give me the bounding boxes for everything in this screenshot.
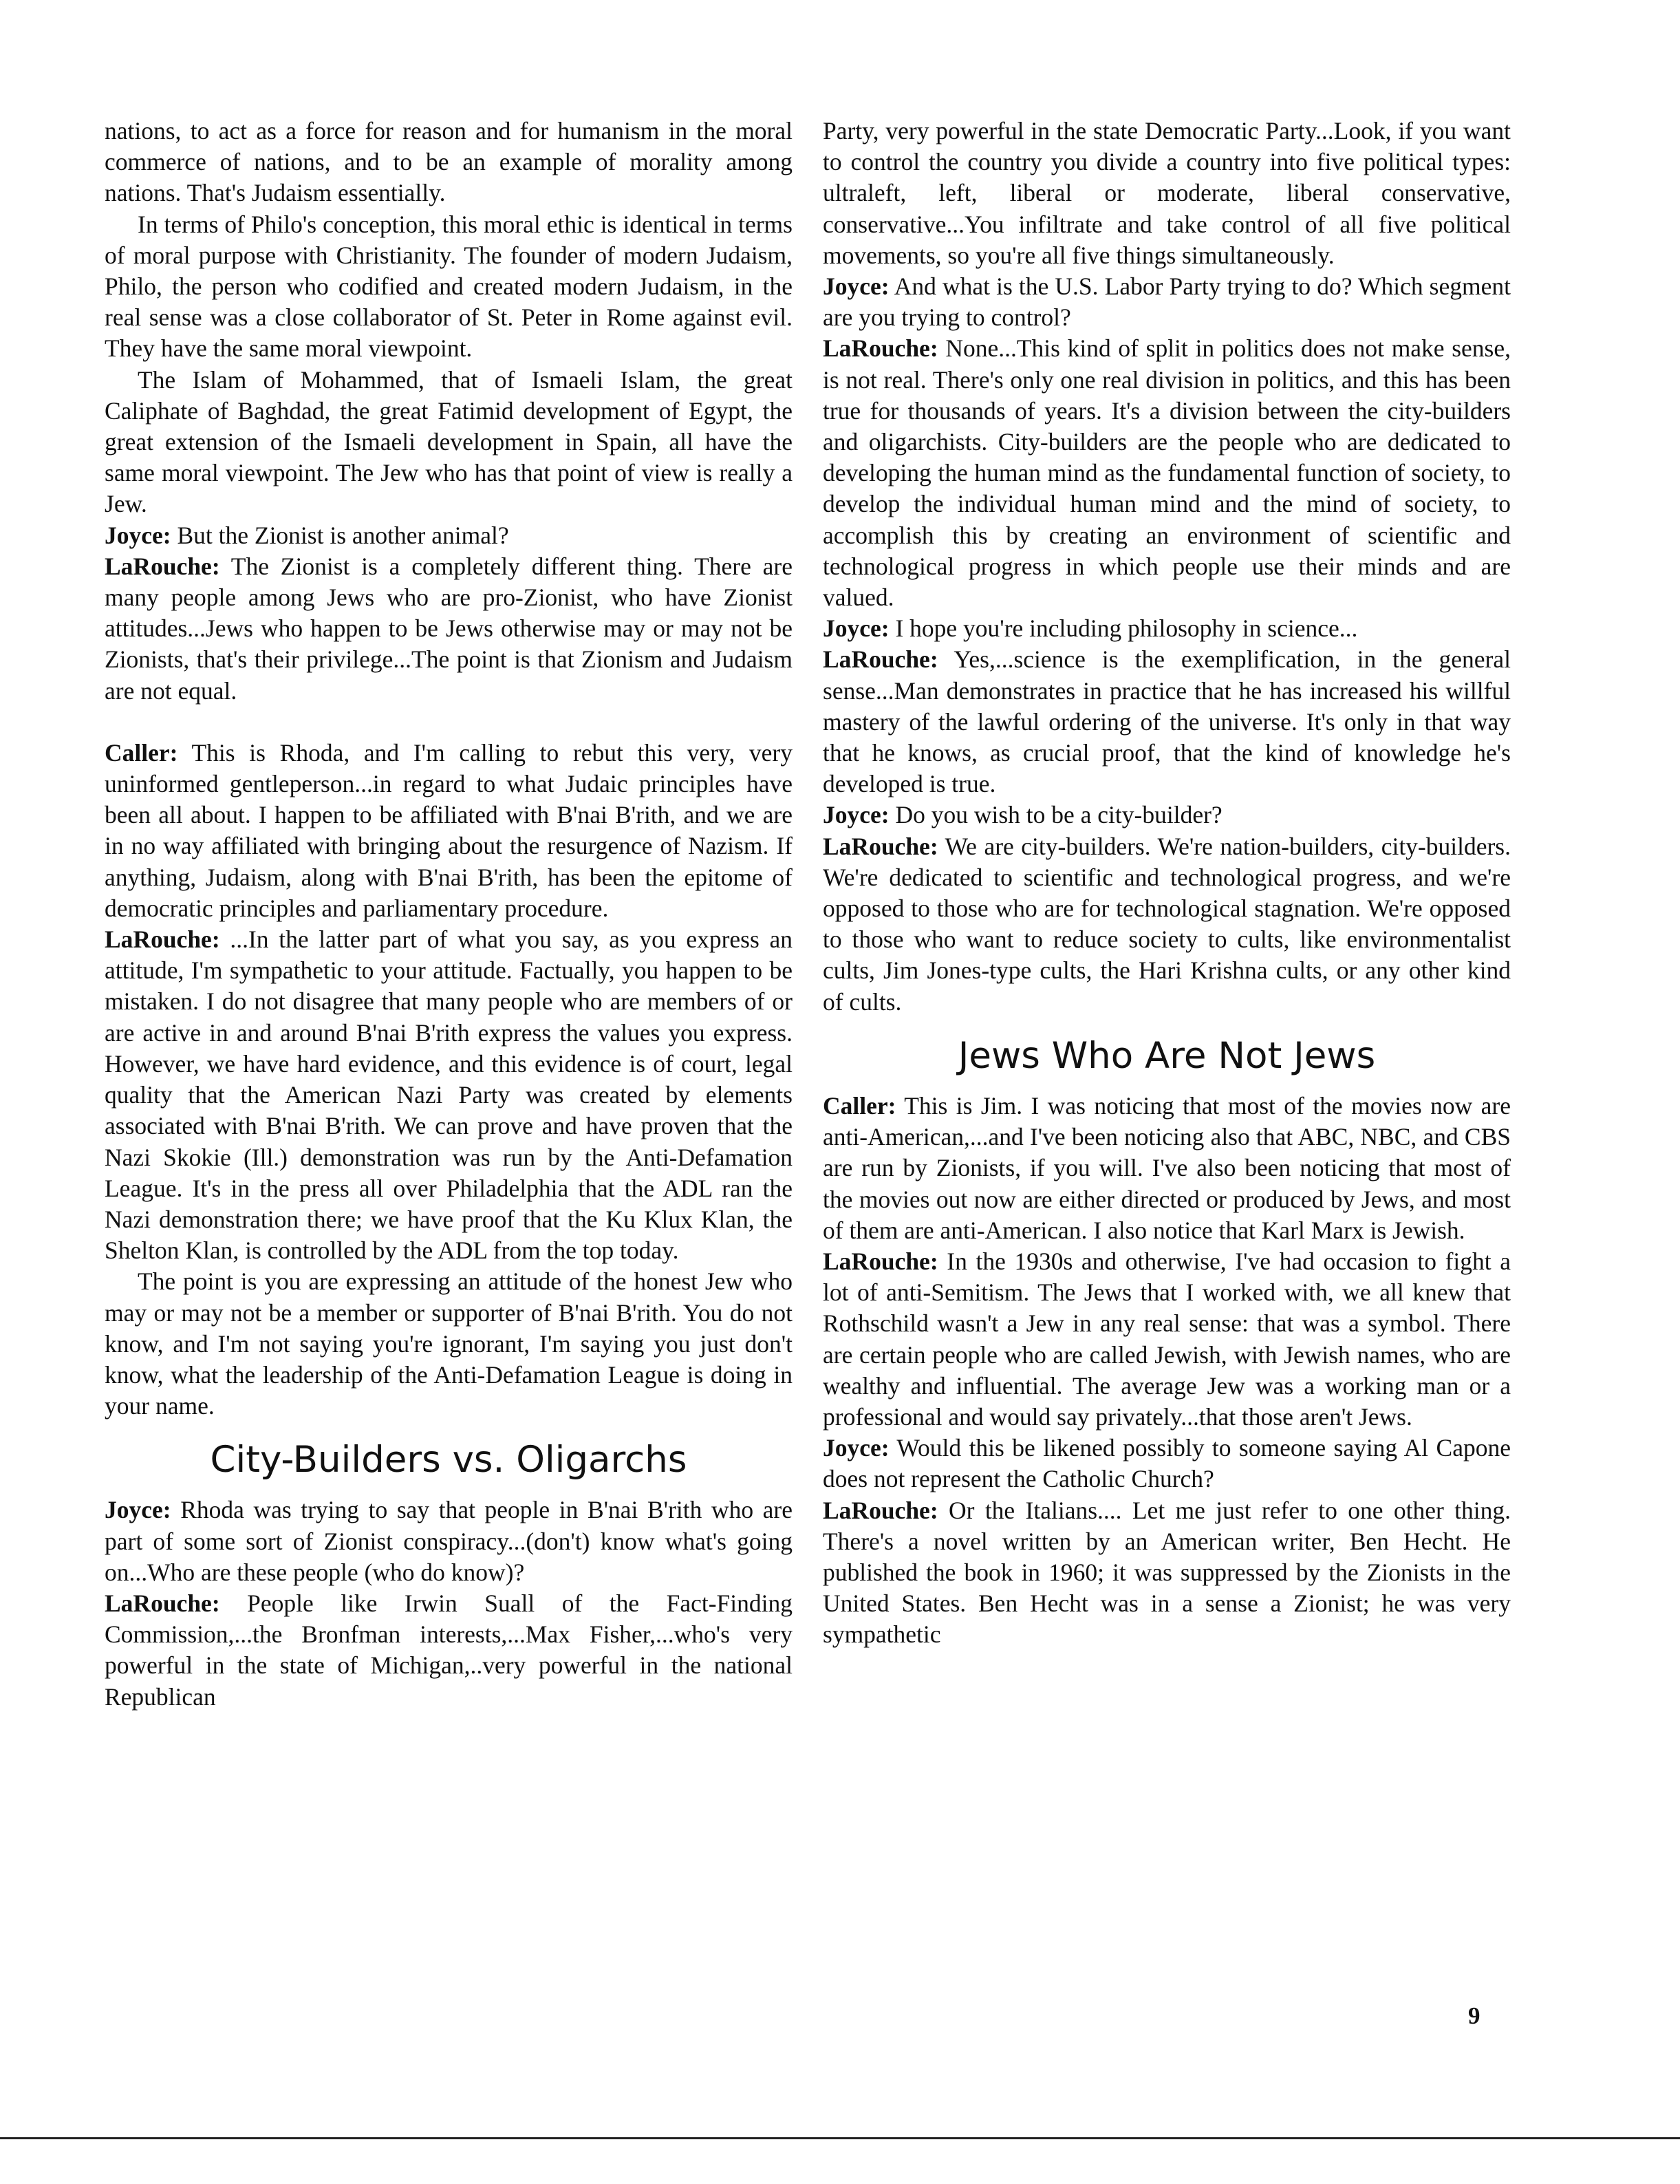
dialogue-text: But the Zionist is another animal? <box>177 521 509 549</box>
speaker-label: Joyce: <box>823 614 890 643</box>
speaker-label: LaRouche: <box>105 552 220 580</box>
dialogue-line <box>823 613 1511 644</box>
dialogue-line <box>105 1495 793 1588</box>
dialogue-text: This is Rhoda, and I'm calling to rebut this very, very uninformed gentleperson...in regard to what Judaic principles have been all about. I happen to be affiliated with B'nai B'rith, and we are in no way affiliated with bringing about the resurgence of Nazism. If anything, Judaism, along with B'nai B'rith, has been the epitome of democratic principles and parliamentary procedure. <box>105 738 793 922</box>
dialogue-line <box>823 1091 1511 1246</box>
dialogue-text: ...In the latter part of what you say, as you express an attitude, I'm sympathetic to your attitude. Factually, you happen to be mistaken. I do not disagree that many people who are members of or are active in and around B'nai B'rith express the values you express. However, we have hard evidence, and this evidence is of court, legal quality that the American Nazi Party was created by elements associated with B'nai B'rith. We can prove and have proven that the Nazi Skokie (Ill.) demonstration was run by the Anti-Defamation League. It's in the press all over Philadelphia that the ADL ran the Nazi demonstration there; we have proof that the Ku Klux Klan, the Shelton Klan, is controlled by the ADL from the top today. <box>105 925 793 1265</box>
dialogue-text: Do you wish to be a city-builder? <box>895 801 1223 829</box>
speaker-label: LaRouche: <box>823 1247 938 1275</box>
dialogue-line <box>823 1246 1511 1433</box>
speaker-label: LaRouche: <box>823 1496 938 1524</box>
dialogue-text: We are city-builders. We're nation-builders, city-builders. We're dedicated to scientific and technological progress, and we're opposed to those who are for technological stagnation. We're opposed to those who want to reduce society to cults, like environmentalist cults, Jim Jones-type cults, the Hari Krishna cults, or any other kind of cults. <box>823 832 1511 1016</box>
section-heading: City-Builders vs. Oligarchs <box>210 1439 687 1481</box>
paragraph: The Islam of Mohammed, that of Ismaeli Islam, the great Caliphate of Baghdad, the great Fatimid development of Egypt, the great extension of the Ismaeli development in Spain, all have the same moral viewpoint. The Jew who has that point of view is really a Jew. <box>105 365 793 518</box>
paragraph: The point is you are expressing an attitude of the honest Jew who may or may not be a member or supporter of B'nai B'rith. You do not know, and I'm not saying you're ignorant, I'm saying you just don't know, what the leadership of the Anti-Defamation League is doing in your name. <box>105 1267 793 1420</box>
dialogue-text: Rhoda was trying to say that people in B'nai B'rith who are part of some sort of Zionist conspiracy...(don't) know what's going on...Who are these people (who do know)? <box>105 1496 793 1586</box>
speaker-label: Joyce: <box>823 272 890 301</box>
left-column <box>105 116 793 1713</box>
speaker-label: LaRouche: <box>823 832 938 860</box>
dialogue-line <box>823 271 1511 333</box>
speaker-label: Joyce: <box>823 801 890 829</box>
dialogue-line <box>105 520 793 551</box>
speaker-label: Joyce: <box>823 1434 890 1462</box>
dialogue-text: Would this be likened possibly to someone saying Al Capone does not represent the Catholic Church? <box>823 1434 1511 1493</box>
dialogue-text: Or the Italians.... Let me just refer to one other thing. There's a novel written by an American writer, Ben Hecht. He published the book in 1960; it was suppressed by the Zionists in the United States. Ben Hecht was in a sense a Zionist; he was very sympathetic <box>823 1496 1511 1649</box>
speaker-label: Joyce: <box>105 521 171 549</box>
speaker-label: Joyce: <box>105 1496 171 1524</box>
dialogue-line <box>105 924 793 1266</box>
speaker-label: LaRouche: <box>823 334 938 363</box>
dialogue-text: Yes,...science is the exemplification, in the general sense...Man demonstrates in practice that he has increased his willful mastery of the lawful ordering of the universe. It's only in that way that he knows, as crucial proof, that the kind of knowledge he's developed is true. <box>823 645 1511 798</box>
speaker-label: LaRouche: <box>105 925 220 954</box>
speaker-label: LaRouche: <box>823 645 938 674</box>
dialogue-text: I hope you're including philosophy in science... <box>895 614 1358 643</box>
paragraph: nations, to act as a force for reason and for humanism in the moral commerce of nations, and to be an example of morality among nations. That's Judaism essentially. <box>105 117 793 207</box>
dialogue-text: And what is the U.S. Labor Party trying to do? Which segment are you trying to control? <box>823 272 1511 332</box>
dialogue-line <box>823 831 1511 1018</box>
dialogue-line <box>823 333 1511 613</box>
speaker-label: LaRouche: <box>105 1589 220 1617</box>
dialogue-line <box>823 644 1511 800</box>
dialogue-line <box>823 1433 1511 1495</box>
dialogue-line <box>823 800 1511 831</box>
right-column <box>823 116 1511 1651</box>
dialogue-text: People like Irwin Suall of the Fact-Finding Commission,...the Bronfman interests,...Max Fisher,...who's very powerful in the state of Michigan,..very powerful in the national Republican <box>105 1589 793 1711</box>
speaker-label: Caller: <box>105 738 178 767</box>
page-number: 9 <box>1468 2002 1480 2029</box>
dialogue-text: The Zionist is a completely different thing. There are many people among Jews who are pro-Zionist, who have Zionist attitudes...Jews who happen to be Jews otherwise may or may not be Zionists, that's their privilege...The point is that Zionism and Judaism are not equal. <box>105 552 793 705</box>
dialogue-text: In the 1930s and otherwise, I've had occasion to fight a lot of anti-Semitism. The Jews that I worked with, we all knew that Rothschild wasn't a Jew in any real sense: that was a symbol. There are certain people who are called Jewish, with Jewish names, who are wealthy and influential. The average Jew was a working man or a professional and would say privately...that those aren't Jews. <box>823 1247 1511 1431</box>
dialogue-line <box>105 738 793 924</box>
dialogue-line <box>105 551 793 707</box>
paragraph: Party, very powerful in the state Democratic Party...Look, if you want to control the country you divide a country into five political types: ultraleft, left, liberal or moderate, liberal conservative, conservative...You infiltrate and take control of all five political movements, so you're all five things simultaneously. <box>823 117 1511 269</box>
paragraph: In terms of Philo's conception, this moral ethic is identical in terms of moral purpose with Christianity. The founder of modern Judaism, Philo, the person who codified and created modern Judaism, in the real sense was a close collaborator of St. Peter in Rome against evil. They have the same moral viewpoint. <box>105 210 793 363</box>
dialogue-text: This is Jim. I was noticing that most of the movies now are anti-American,...and I've been noticing also that ABC, NBC, and CBS are run by Zionists, if you will. I've also been noticing that most of the movies out now are either directed or produced by Jews, and most of them are anti-American. I also notice that Karl Marx is Jewish. <box>823 1091 1511 1244</box>
bottom-rule <box>0 2137 1680 2139</box>
speaker-label: Caller: <box>823 1091 896 1120</box>
dialogue-line <box>823 1495 1511 1651</box>
section-heading: Jews Who Are Not Jews <box>958 1034 1376 1077</box>
dialogue-text: None...This kind of split in politics does not make sense, is not real. There's only one real division in politics, and this has been true for thousands of years. It's a division between the city-builders and oligarchists. City-builders are the people who are dedicated to developing the human mind as the fundamental function of society, to develop the individual human mind and the mind of society, to accomplish this by creating an environment of scientific and technological progress in which people use their minds and are valued. <box>823 334 1511 612</box>
dialogue-line <box>105 1588 793 1713</box>
